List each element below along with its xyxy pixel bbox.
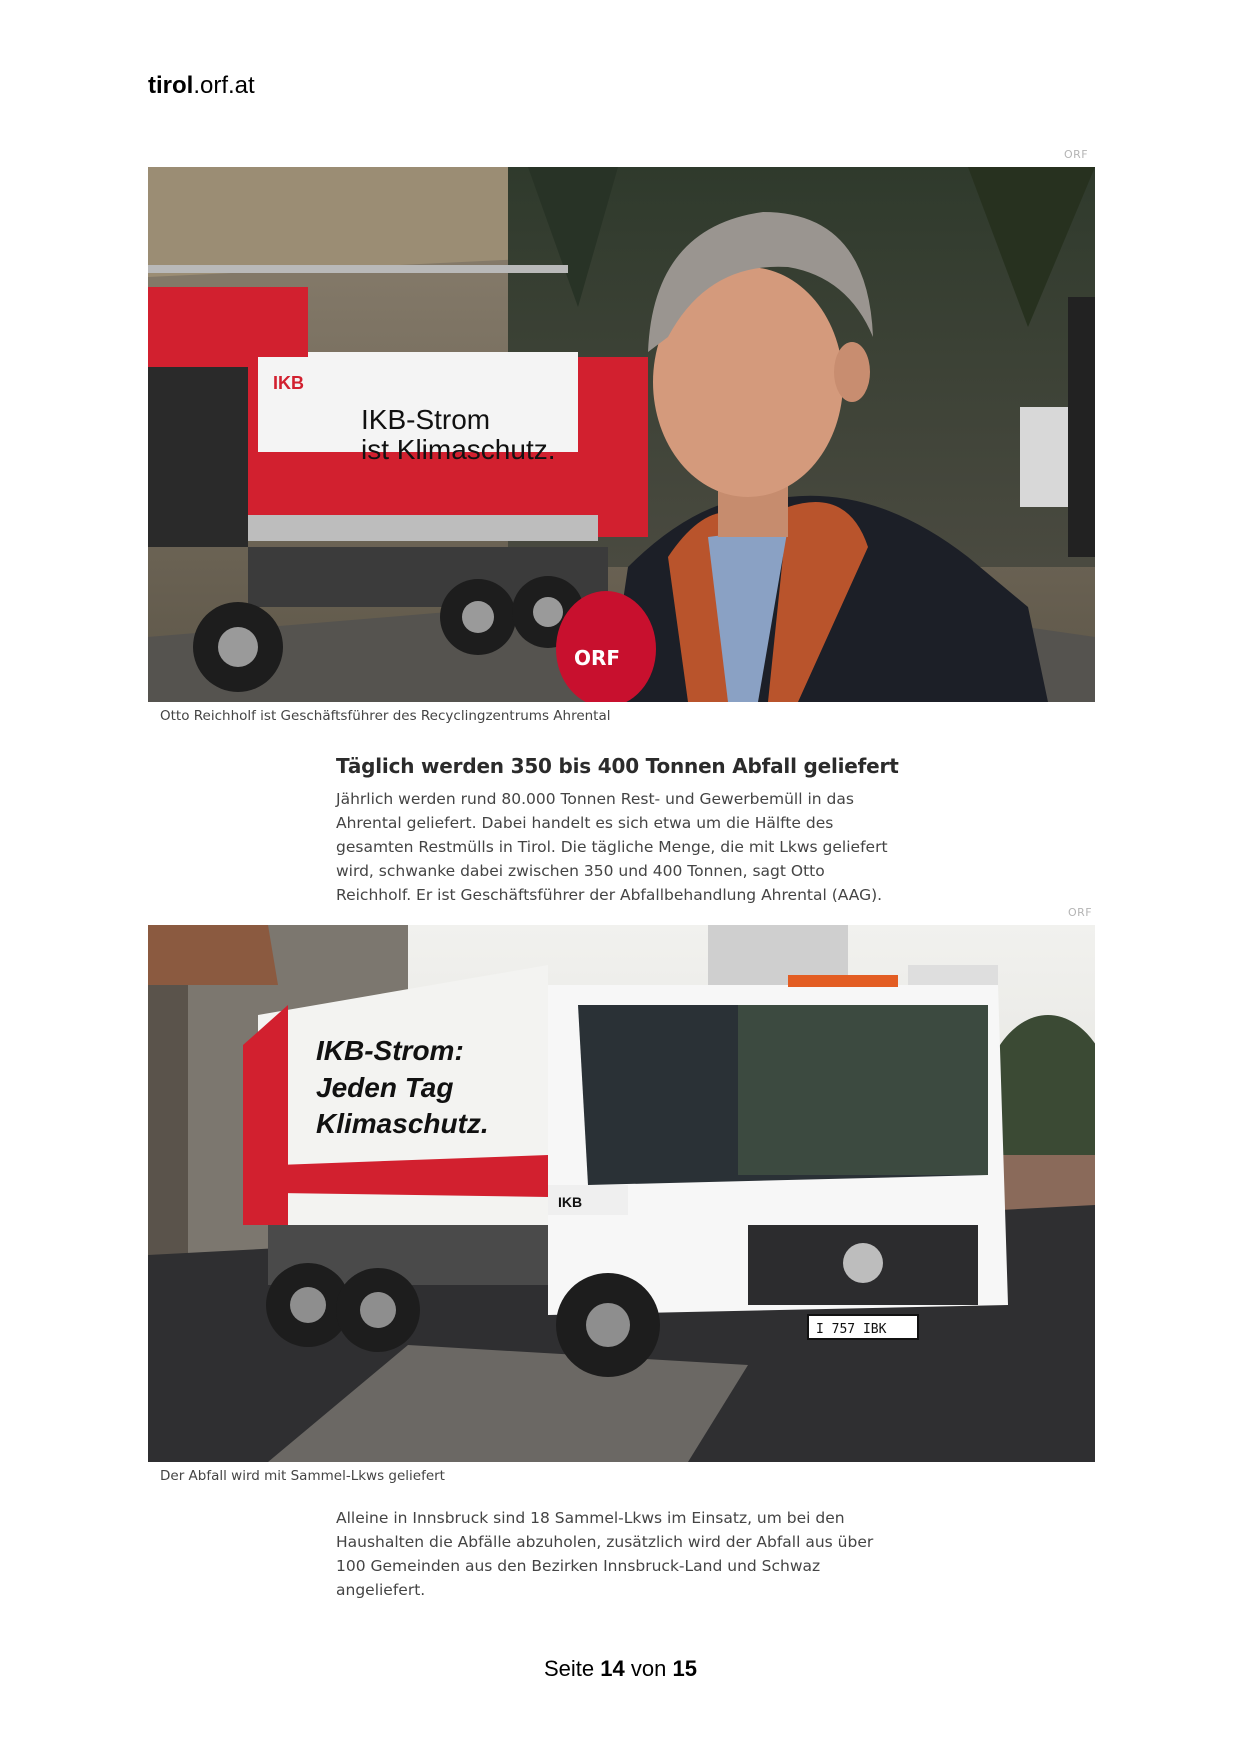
site-header[interactable] bbox=[148, 72, 255, 100]
license-plate: I 757 IBK bbox=[816, 1322, 887, 1337]
section-paragraph: Jährlich werden rund 80.000 Tonnen Rest- und Gewerbemüll in das Ahrental geliefert. Dabei handelt es sich etwa um die Hälfte des gesamten Restmülls in Tirol. Die tägliche Menge, die mit Lkws geliefert wird, schwanke dabei zwischen 350 und 400 Tonnen, sagt Otto Reichholf. Er ist Geschäftsführer der Abfallbehandlung Ahrental (AAG). bbox=[336, 790, 888, 904]
truck-slogan-line2: ist Klimaschutz. bbox=[361, 434, 556, 465]
footer-middle: von bbox=[630, 1656, 667, 1681]
photo-interview-illustration bbox=[148, 167, 1095, 702]
truck-slogan-line1: IKB-Strom bbox=[361, 404, 491, 435]
footer-page-total: 15 bbox=[672, 1656, 697, 1681]
photo-interview bbox=[148, 167, 1095, 702]
page-footer bbox=[0, 1656, 1241, 1682]
photo-caption-2: Der Abfall wird mit Sammel-Lkws geliefert bbox=[160, 1468, 445, 1484]
photo-caption-1: Otto Reichholf ist Geschäftsführer des Recyclingzentrums Ahrental bbox=[160, 708, 611, 724]
photo-garbage-truck bbox=[148, 925, 1095, 1462]
truck-slogan-line1: IKB-Strom: bbox=[316, 1035, 464, 1066]
closing-paragraph: Alleine in Innsbruck sind 18 Sammel-Lkws im Einsatz, um bei den Haushalten die Abfälle abzuholen, zusätzlich wird der Abfall aus über 100 Gemeinden aus den Bezirken Innsbruck-Land und Schwaz angeliefert. bbox=[336, 1509, 874, 1599]
truck-door-brand: IKB bbox=[558, 1194, 583, 1210]
footer-page-number: 14 bbox=[600, 1656, 625, 1681]
site-name-bold: tirol bbox=[148, 72, 194, 99]
truck-slogan-line3: Klimaschutz. bbox=[316, 1108, 489, 1139]
section-heading: Täglich werden 350 bis 400 Tonnen Abfall geliefert bbox=[336, 754, 899, 778]
truck-slogan-line2: Jeden Tag bbox=[316, 1072, 454, 1103]
closing-section bbox=[336, 1506, 936, 1602]
photo-credit-1: ORF bbox=[1064, 148, 1089, 161]
footer-prefix: Seite bbox=[544, 1656, 595, 1681]
site-name-domain: .orf.at bbox=[193, 72, 255, 99]
truck-brand-text: IKB bbox=[273, 373, 304, 393]
photo-credit-2: ORF bbox=[1068, 906, 1093, 919]
photo-garbage-truck-illustration bbox=[148, 925, 1095, 1462]
article-section bbox=[336, 754, 936, 907]
microphone-label: ORF bbox=[574, 646, 621, 670]
